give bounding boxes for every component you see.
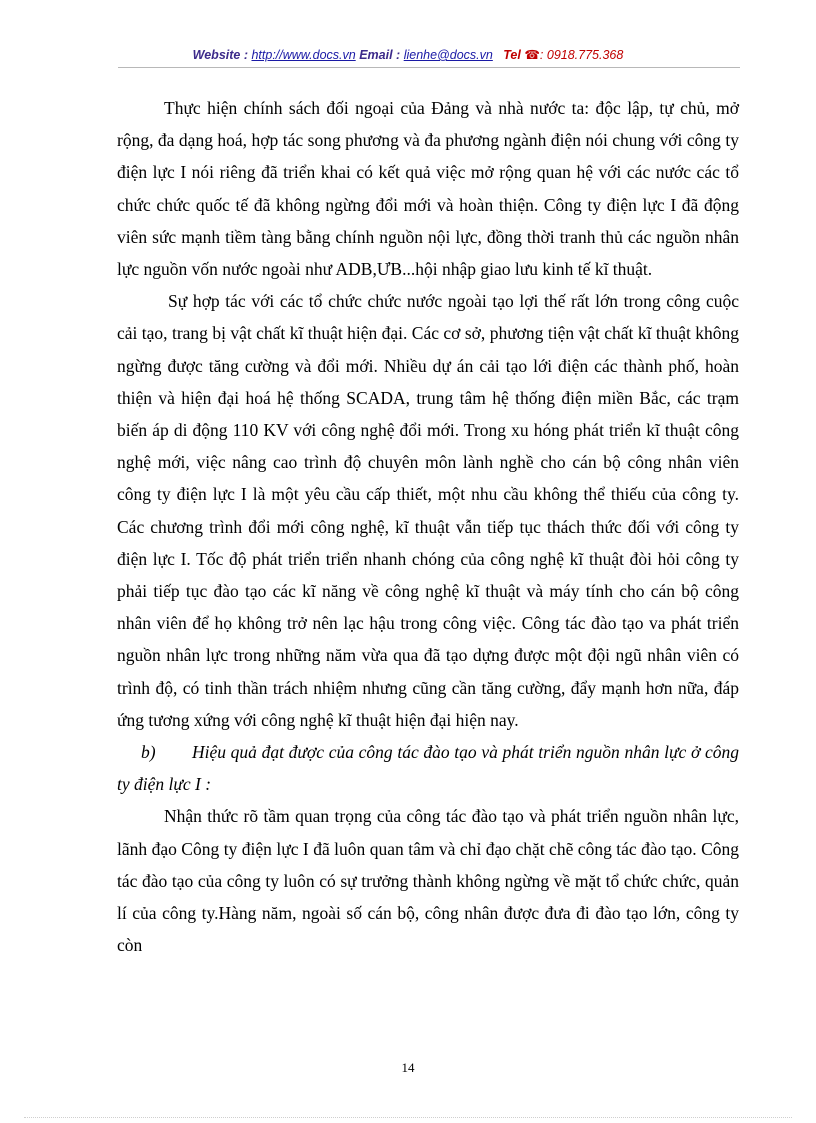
paragraph-3: Nhận thức rõ tầm quan trọng của công tác đào tạo và phát triển nguồn nhân lực, lãnh đạo Công ty điện lực I đã luôn quan tâm và chỉ đạo chặt chẽ công tác đào tạo. Công tác đào tạo của công ty luôn có sự trưởng thành không ngừng về mặt tổ chức chức, quản lí của công ty.Hàng năm, ngoài số cán bộ, công nhân được đưa đi đào tạo lớn, công ty còn: [117, 806, 739, 956]
email-separator: :: [396, 48, 401, 62]
phone-icon: ☎: [524, 48, 540, 62]
website-label: Website :: [192, 48, 248, 62]
header-divider: [118, 67, 740, 68]
section-heading: [117, 736, 739, 800]
document-body: [117, 92, 739, 961]
section-heading-text: Hiệu quả đạt được của công tác đào tạo và phát triển nguồn nhân lực ở công ty điện lực I :: [117, 742, 739, 795]
paragraph-2: Sự hợp tác với các tổ chức chức nước ngoài tạo lợi thế rất lớn trong công cuộc cải tạo, trang bị vật chất kĩ thuật hiện đại. Các cơ sở, phương tiện vật chất kĩ thuật không ngừng được tăng cường và đổi mới. Nhiều dự án cải tạo lới điện các thành phố, hoàn thiện và hiện đại hoá hệ thống SCADA, trung tâm hệ thống điện miền Bắc, các trạm biến áp di động 110 KV với công nghệ đổi mới. Trong xu hóng phát triển kĩ thuật công nghệ mới, việc nâng cao trình độ chuyên môn lành nghề cho cán bộ công nhân viên công ty điện lực I là một yêu cầu cấp thiết, một nhu cầu không thể thiếu của công ty. Các chương trình đổi mới công nghệ, kĩ thuật vẫn tiếp tục thách thức đối với công ty điện lực I. Tốc độ phát triển triển nhanh chóng của công nghệ kĩ thuật đòi hỏi công ty phải tiếp tục đào tạo các kĩ năng về công nghệ kĩ thuật và máy tính cho cán bộ công nhân viên để họ không trở nên lạc hậu trong công việc. Công tác đào tạo va phát triển nguồn nhân lực trong những năm vừa qua đã tạo dựng được một đội ngũ nhân viên có trình độ, có tinh thần trách nhiệm nhưng cũng cần tăng cường, đẩy mạnh hơn nữa, đáp ứng tương xứng với công nghệ kĩ thuật hiện đại hiện nay.: [117, 291, 739, 730]
page-header: [0, 46, 816, 64]
tel-label: Tel: [503, 48, 521, 62]
email-link[interactable]: lienhe@docs.vn: [403, 48, 493, 62]
paragraph-1: Thực hiện chính sách đối ngoại của Đảng và nhà nước ta: độc lập, tự chủ, mở rộng, đa dạng hoá, hợp tác song phương và đa phương ngành điện nói chung với công ty điện lực I nói riêng đã triển khai có kết quả việc mở rộng quan hệ với các nước các tổ chức chức quốc tế đã không ngừng đổi mới và hoàn thiện. Công ty điện lực I đã động viên sức mạnh tiềm tàng bằng chính nguồn nội lực, đồng thời tranh thủ các nguồn nhân lực nguồn vốn nước ngoài như ADB,ƯB...hội nhập giao lưu kinh tế kĩ thuật.: [117, 98, 739, 280]
website-link[interactable]: http://www.docs.vn: [251, 48, 356, 62]
page-number: 14: [401, 1060, 415, 1075]
section-marker: b): [141, 742, 156, 763]
page-bottom-edge: [24, 1117, 792, 1118]
email-label: Email: [359, 48, 393, 62]
phone-number: : 0918.775.368: [539, 48, 624, 62]
